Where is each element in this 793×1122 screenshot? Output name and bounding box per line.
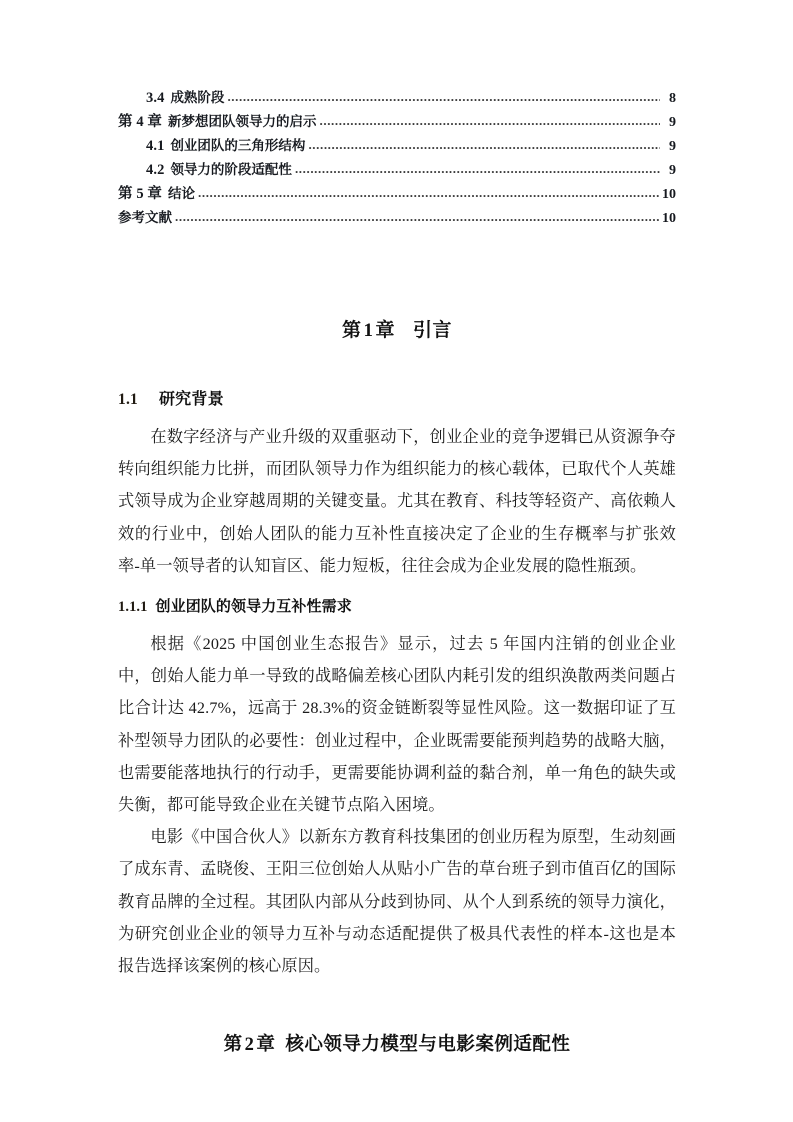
chapter-heading-text: 引言 [413, 320, 453, 341]
subsection-heading-text: 创业团队的领导力互补性需求 [155, 598, 352, 616]
toc-page-number: 10 [662, 211, 676, 226]
paragraph-1-1-1: 在数字经济与产业升级的双重驱动下，创业企业的竞争逻辑已从资源争夺转向组织能力比拼，而团队领导力作为组织能力的核心载体，已取代个人英雄式领导成为企业穿越周期的关键变量。尤其在教育、科技等轻资产、高依赖人效的行业中，创始人团队的能力互补性直接决定了企业的生存概率与扩张效率-单一领导者的认知盲区、能力短板，往往会成为企业发展的隐性瓶颈。 [118, 428, 676, 575]
toc-entry-title: 结论 [168, 186, 195, 201]
toc-entry-title: 创业团队的三角形结构 [170, 138, 306, 153]
toc-entry-title: 参考文献 [118, 210, 172, 225]
toc-entry-number: 第 4 章 [118, 114, 162, 130]
chapter-label: 第 [223, 1033, 243, 1055]
toc-entry[interactable] [118, 134, 676, 158]
toc-entry-number: 4.1 [146, 138, 165, 154]
chapter-2-title [118, 1030, 676, 1056]
toc-entry-title: 成熟阶段 [170, 90, 225, 105]
toc-dot-leader [295, 157, 660, 180]
toc-page-number: 8 [669, 91, 676, 106]
paragraph-1-1-1-a: 根据《2025 中国创业生态报告》显示，过去 5 年国内注销的创业企业中，创始人能力单一导致的战略偏差核心团队内耗引发的组织涣散两类问题占比合计达 42.7%，远高于 28.3%的资金链断裂等显性风险。这一数据印证了互补型领导力团队的必要性：创业过程中，企业既需要能预判趋势的战略大脑，也需要能落地执行的行动手，更需要能协调利益的黏合剂，单一角色的缺失或失衡，都可能导致企业在关键节点陷入困境。 [118, 635, 676, 815]
toc-page-number: 10 [662, 187, 676, 202]
toc-page-number: 9 [669, 139, 676, 154]
toc-entry[interactable] [118, 182, 676, 206]
chapter-1-title [118, 315, 676, 342]
toc-entry-number: 4.2 [146, 162, 165, 178]
toc-entry-title: 新梦想团队领导力的启示 [168, 114, 317, 129]
section-heading-text: 研究背景 [158, 391, 224, 408]
chapter-unit: 章 [375, 320, 395, 341]
toc-entry[interactable] [118, 206, 676, 230]
toc-dot-leader [227, 85, 660, 108]
table-of-contents [118, 0, 676, 230]
toc-entry[interactable] [118, 158, 676, 182]
toc-dot-leader [320, 109, 661, 132]
toc-dot-leader [198, 181, 660, 204]
toc-entry[interactable] [118, 110, 676, 134]
toc-page-number: 9 [669, 163, 676, 178]
subsection-number: 1.1.1 [118, 599, 148, 616]
section-1-1-heading [118, 386, 676, 409]
chapter-label: 第 [341, 320, 362, 341]
toc-entry[interactable] [118, 86, 676, 110]
paragraph-1-1-1-b: 电影《中国合伙人》以新东方教育科技集团的创业历程为原型，生动刻画了成东青、孟晓俊、王阳三位创始人从贴小广告的草台班子到市值百亿的国际教育品牌的全过程。其团队内部从分歧到协同、从个人到系统的领导力演化，为研究创业企业的领导力互补与动态适配提供了极具代表性的样本-这也是本报告选择该案例的核心原因。 [118, 828, 676, 976]
page-content [118, 0, 676, 1056]
section-number: 1.1 [118, 391, 138, 408]
toc-dot-leader [308, 133, 660, 156]
chapter-number: 1 [363, 320, 374, 341]
section-1-1-1-heading [118, 595, 676, 616]
toc-page-number: 9 [669, 115, 676, 130]
chapter-number: 2 [244, 1035, 255, 1056]
toc-dot-leader [175, 205, 660, 228]
chapter-heading-text: 核心领导力模型与电影案例适配性 [285, 1033, 571, 1055]
chapter-unit: 章 [256, 1033, 276, 1055]
toc-entry-number: 3.4 [146, 90, 165, 106]
toc-entry-title: 领导力的阶段适配性 [170, 162, 292, 177]
toc-entry-number: 第 5 章 [118, 186, 162, 202]
